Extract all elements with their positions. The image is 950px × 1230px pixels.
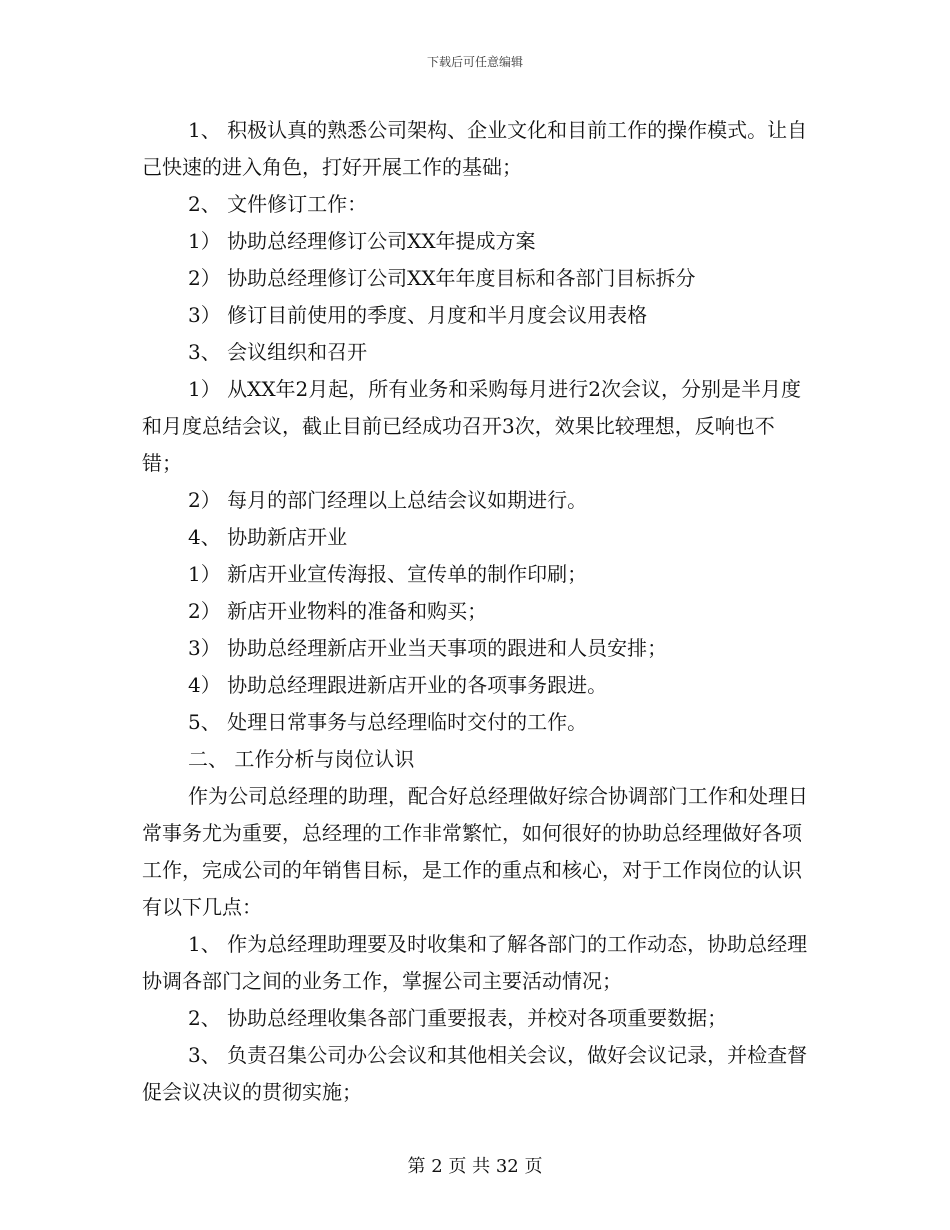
paragraph-role-3: 3、 负责召集公司办公会议和其他相关会议，做好会议记录，并检查督促会议决议的贯彻实施； <box>142 1043 808 1104</box>
paragraph-subitem-4-3: 3） 协助总经理新店开业当天事项的跟进和人员安排； <box>188 636 668 660</box>
paragraph-subitem-4-4: 4） 协助总经理跟进新店开业的各项事务跟进。 <box>188 673 608 697</box>
paragraph-item-1: 1、 积极认真的熟悉公司架构、企业文化和目前工作的操作模式。让自己快速的进入角色，打好开展工作的基础； <box>142 118 808 179</box>
paragraph-item-3: 3、 会议组织和召开 <box>188 340 368 364</box>
paragraph-item-5: 5、 处理日常事务与总经理临时交付的工作。 <box>188 710 588 734</box>
paragraph-intro: 作为公司总经理的助理，配合好总经理做好综合协调部门工作和处理日常事务尤为重要，总经理的工作非常繁忙，如何很好的协助总经理做好各项工作，完成公司的年销售目标，是工作的重点和核心，对于工作岗位的认识有以下几点： <box>142 784 808 919</box>
page-header: 下载后可任意编辑 <box>426 55 523 69</box>
paragraph-subitem-2-3: 3） 修订目前使用的季度、月度和半月度会议用表格 <box>188 303 648 327</box>
paragraph-role-1: 1、 作为总经理助理要及时收集和了解各部门的工作动态，协助总经理协调各部门之间的业务工作，掌握公司主要活动情况； <box>142 932 808 993</box>
paragraph-subitem-2-2: 2） 协助总经理修订公司XX年年度目标和各部门目标拆分 <box>188 266 696 290</box>
paragraph-subitem-2-1: 1） 协助总经理修订公司XX年提成方案 <box>188 229 536 253</box>
paragraph-subitem-3-1: 1） 从XX年2月起，所有业务和采购每月进行2次会议，分别是半月度和月度总结会议，截止目前已经成功召开3次，效果比较理想，反响也不错； <box>142 377 802 475</box>
paragraph-item-4: 4、 协助新店开业 <box>188 525 348 549</box>
document-body <box>142 112 814 1111</box>
paragraph-subitem-3-2: 2） 每月的部门经理以上总结会议如期进行。 <box>188 488 588 512</box>
paragraph-role-2: 2、 协助总经理收集各部门重要报表，并校对各项重要数据； <box>188 1006 728 1030</box>
section-heading: 二、 工作分析与岗位认识 <box>188 747 415 771</box>
paragraph-item-2: 2、 文件修订工作： <box>188 192 368 216</box>
page-footer: 第 2 页 共 32 页 <box>407 1156 543 1177</box>
paragraph-subitem-4-2: 2） 新店开业物料的准备和购买； <box>188 599 488 623</box>
paragraph-subitem-4-1: 1） 新店开业宣传海报、宣传单的制作印刷； <box>188 562 588 586</box>
